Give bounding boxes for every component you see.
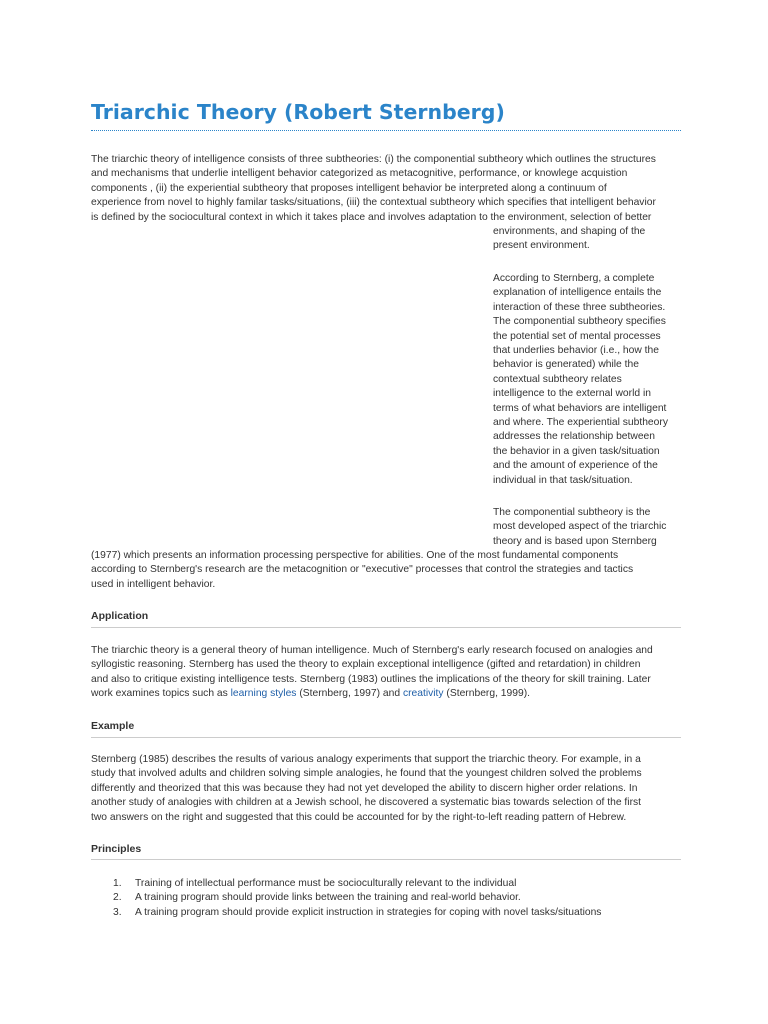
title-divider bbox=[91, 130, 681, 131]
para-line: two answers on the right and suggested that this could be accounted for by the right-to-left reading pattern of Hebrew. bbox=[91, 811, 627, 823]
example-paragraph bbox=[91, 753, 681, 825]
para-line: addresses the relationship between bbox=[493, 431, 655, 443]
para-line: according to Sternberg's research are the metacognition or "executive" processes that control the strategies and tactics bbox=[91, 564, 634, 576]
list-number: 3. bbox=[113, 906, 122, 918]
para-line: most developed aspect of the triarchic bbox=[493, 521, 667, 533]
line-text: (Sternberg, 1997) and bbox=[296, 688, 403, 700]
para-line: used in intelligent behavior. bbox=[91, 578, 216, 590]
list-item bbox=[91, 891, 601, 905]
intro-line: components , (ii) the experiential subtheory that proposes intelligent behavior be interpreted along a continuum of bbox=[91, 182, 607, 194]
para-line: and where. The experiential subtheory bbox=[493, 417, 668, 429]
para-line: intelligence to the external world in bbox=[493, 388, 651, 400]
para-line: theory and is based upon Sternberg bbox=[493, 535, 657, 547]
para-line: contextual subtheory relates bbox=[493, 373, 622, 385]
intro-paragraph-end bbox=[493, 225, 681, 254]
list-number: 2. bbox=[113, 892, 122, 904]
line-text: (Sternberg, 1999). bbox=[443, 688, 530, 700]
intro-line: experience from novel to highly familar tasks/situations, (iii) the contextual subtheory which specifies that intelligent behavior bbox=[91, 197, 656, 209]
para-line: Sternberg (1985) describes the results of various analogy experiments that support the triarchic theory. For example, in a bbox=[91, 754, 641, 765]
intro-line: environments, and shaping of the bbox=[493, 226, 646, 237]
principles-divider bbox=[91, 859, 681, 860]
para-line: behavior is generated) while the bbox=[493, 359, 639, 371]
para-line: another study of analogies with children at a Jewish school, he discovered a systematic bias towards selection of the first bbox=[91, 797, 642, 809]
list-item bbox=[91, 877, 601, 891]
page-title: Triarchic Theory (Robert Sternberg) bbox=[91, 100, 505, 124]
componential-paragraph bbox=[91, 549, 681, 592]
para-line: that underlies behavior (i.e., how the bbox=[493, 345, 659, 357]
intro-line: The triarchic theory of intelligence consists of three subtheories: (i) the componential subtheory which outlines the structures bbox=[91, 154, 656, 165]
line-text: work examines topics such as bbox=[91, 688, 231, 700]
componential-paragraph-start bbox=[493, 506, 681, 549]
para-line: The triarchic theory is a general theory of human intelligence. Much of Sternberg's early research focused on analogies and bbox=[91, 645, 653, 656]
para-line: interaction of these three subtheories. bbox=[493, 301, 666, 313]
learning-styles-link[interactable]: learning styles bbox=[230, 688, 297, 700]
para-line: The componential subtheory is the bbox=[493, 507, 651, 518]
para-line: (1977) which presents an information processing perspective for abilities. One of the most fundamental components bbox=[91, 550, 619, 561]
para-line: and also to critique existing intelligence tests. Sternberg (1983) outlines the implications of the theory for skill training. Later bbox=[91, 673, 651, 685]
list-text: A training program should provide explicit instruction in strategies for coping with novel tasks/situations bbox=[135, 906, 602, 918]
list-number: 1. bbox=[113, 878, 122, 889]
example-divider bbox=[91, 737, 681, 738]
list-text: A training program should provide links between the training and real-world behavior. bbox=[135, 892, 521, 904]
para-line: and the amount of experience of the bbox=[493, 460, 658, 472]
list-item bbox=[91, 906, 601, 920]
para-line: the potential set of mental processes bbox=[493, 330, 661, 342]
intro-line: is defined by the sociocultural context in which it takes place and involves adaptation to the environment, selection of better bbox=[91, 211, 652, 223]
para-line bbox=[91, 687, 681, 701]
para-line: individual in that task/situation. bbox=[493, 474, 633, 486]
para-line: terms of what behaviors are intelligent bbox=[493, 402, 667, 414]
application-paragraph bbox=[91, 644, 681, 702]
para-line: explanation of intelligence entails the bbox=[493, 287, 662, 299]
list-text: Training of intellectual performance must be socioculturally relevant to the individual bbox=[135, 878, 517, 889]
para-line: According to Sternberg, a complete bbox=[493, 273, 655, 284]
para-line: syllogistic reasoning. Sternberg has used the theory to explain exceptional intelligence (gifted and retardation) in children bbox=[91, 659, 641, 671]
principles-list bbox=[91, 877, 601, 920]
para-line: the behavior in a given task/situation bbox=[493, 445, 660, 457]
application-heading: Application bbox=[91, 610, 149, 622]
para-line: The componential subtheory specifies bbox=[493, 316, 666, 328]
creativity-link[interactable]: creativity bbox=[402, 688, 444, 700]
application-divider bbox=[91, 627, 681, 628]
intro-line: and mechanisms that underlie intelligent behavior categorized as metacognitive, performance, or knowlege acquistion bbox=[91, 168, 628, 180]
para-line: study that involved adults and children solving simple analogies, he found that the youngest children solved the problems bbox=[91, 768, 642, 780]
intro-paragraph bbox=[91, 153, 681, 225]
para-line: differently and theorized that this was because they had not yet developed the ability to discern higher order relations. In bbox=[91, 782, 638, 794]
intro-line: present environment. bbox=[493, 240, 590, 252]
principles-heading: Principles bbox=[91, 843, 142, 855]
example-heading: Example bbox=[91, 720, 135, 732]
sternberg-paragraph bbox=[493, 272, 681, 488]
